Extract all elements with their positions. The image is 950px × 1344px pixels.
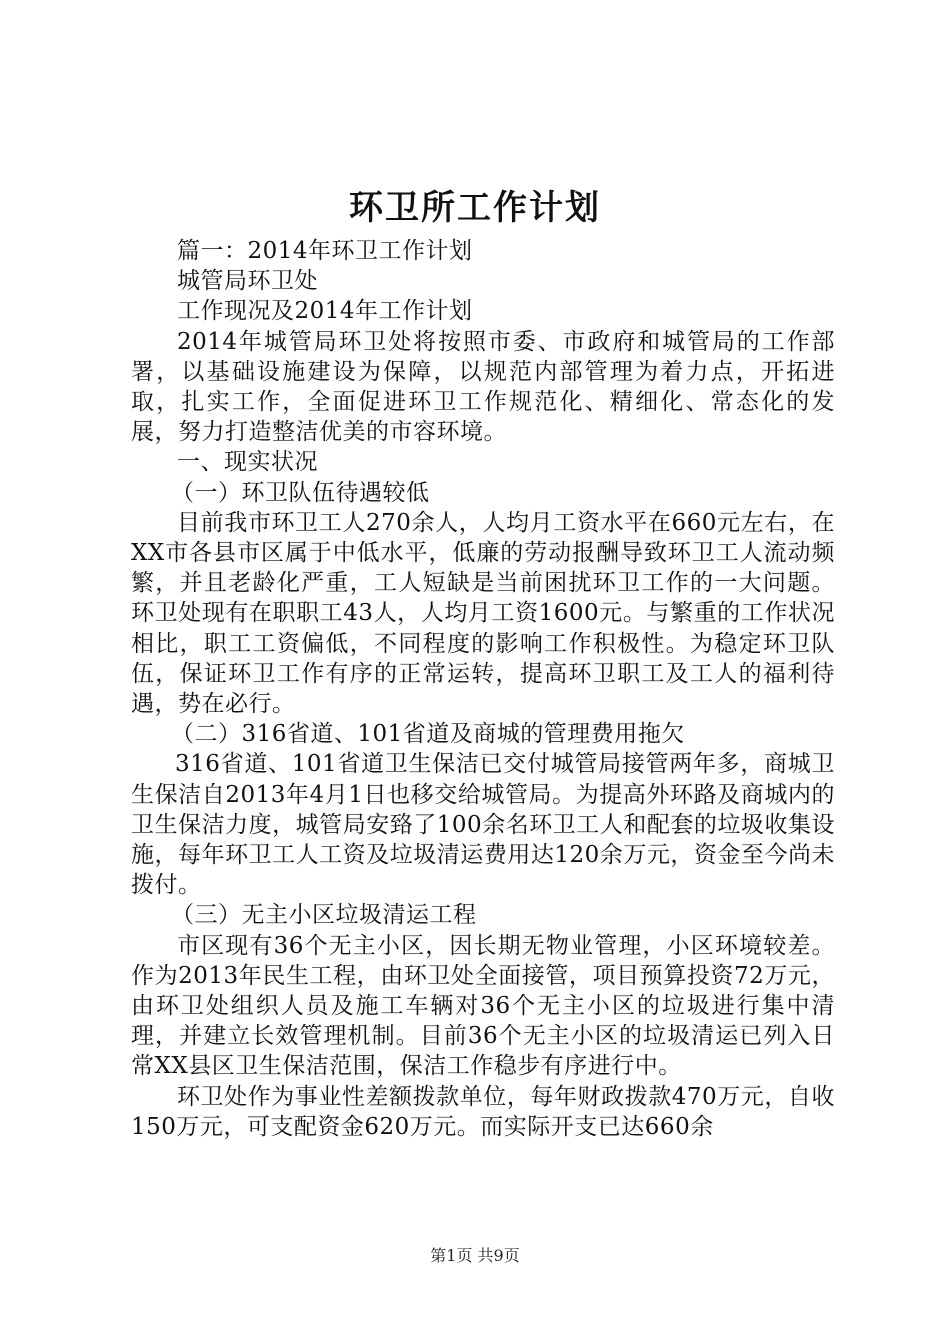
intro-paragraph: 2014年城管局环卫处将按照市委、市政府和城管局的工作部署，以基础设施建设为保障，以规范内部管理为着力点，开拓进取，扎实工作，全面促进环卫工作规范化、精细化、常态化的发展，努力打造整洁优美的市容环境。 [131,328,835,446]
paragraph-3: 市区现有36个无主小区，因长期无物业管理，小区环境较差。作为2013年民生工程，由环卫处全面接管，项目预算投资72万元，由环卫处组织人员及施工车辆对36个无主小区的垃圾进行集中清理，并建立长效管理机制。目前36个无主小区的垃圾清运已列入日常XX县区卫生保洁范围，保洁工作稳步有序进行中。 [131,932,835,1080]
paragraph-4: 环卫处作为事业性差额拨款单位，每年财政拨款470万元，自收150万元，可支配资金620万元。而实际开支已达660余 [131,1083,835,1140]
page-footer: 第1页 共9页 [430,1246,520,1265]
paragraph-2: 316省道、101省道卫生保洁已交付城管局接管两年多，商城卫生保洁自2013年4月1日也移交给城管局。为提高外环路及商城内的卫生保洁力度，城管局安臵了100余名环卫工人和配套的垃圾收集设施，每年环卫工人工资及垃圾清运费用达120余万元，资金至今尚未拨付。 [131,751,835,899]
department-label: 城管局环卫处 [177,268,318,295]
subtitle-label: 工作现况及2014年工作计划 [177,298,473,325]
section-label: 篇一：2014年环卫工作计划 [177,238,473,264]
document-title: 环卫所工作计划 [349,188,601,228]
paragraph-1: 目前我市环卫工人270余人，人均月工资水平在660元左右，在XX市各县市区属于中低水平，低廉的劳动报酬导致环卫工人流动频繁，并且老龄化严重，工人短缺是当前困扰环卫工作的一大问题。环卫处现有在职职工43人，人均月工资1600元。与繁重的工作状况相比，职工工资偏低，不同程度的影响工作积极性。为稳定环卫队伍，保证环卫工作有序的正常运转，提高环卫职工及工人的福利待遇，势在必行。 [131,509,835,718]
subheading-2: （二）316省道、101省道及商城的管理费用拖欠 [171,721,685,748]
heading-current-status: 一、现实状况 [177,449,318,476]
subheading-3: （三）无主小区垃圾清运工程 [171,902,477,929]
subheading-1: （一）环卫队伍待遇较低 [171,479,430,506]
document-body [131,236,835,1142]
